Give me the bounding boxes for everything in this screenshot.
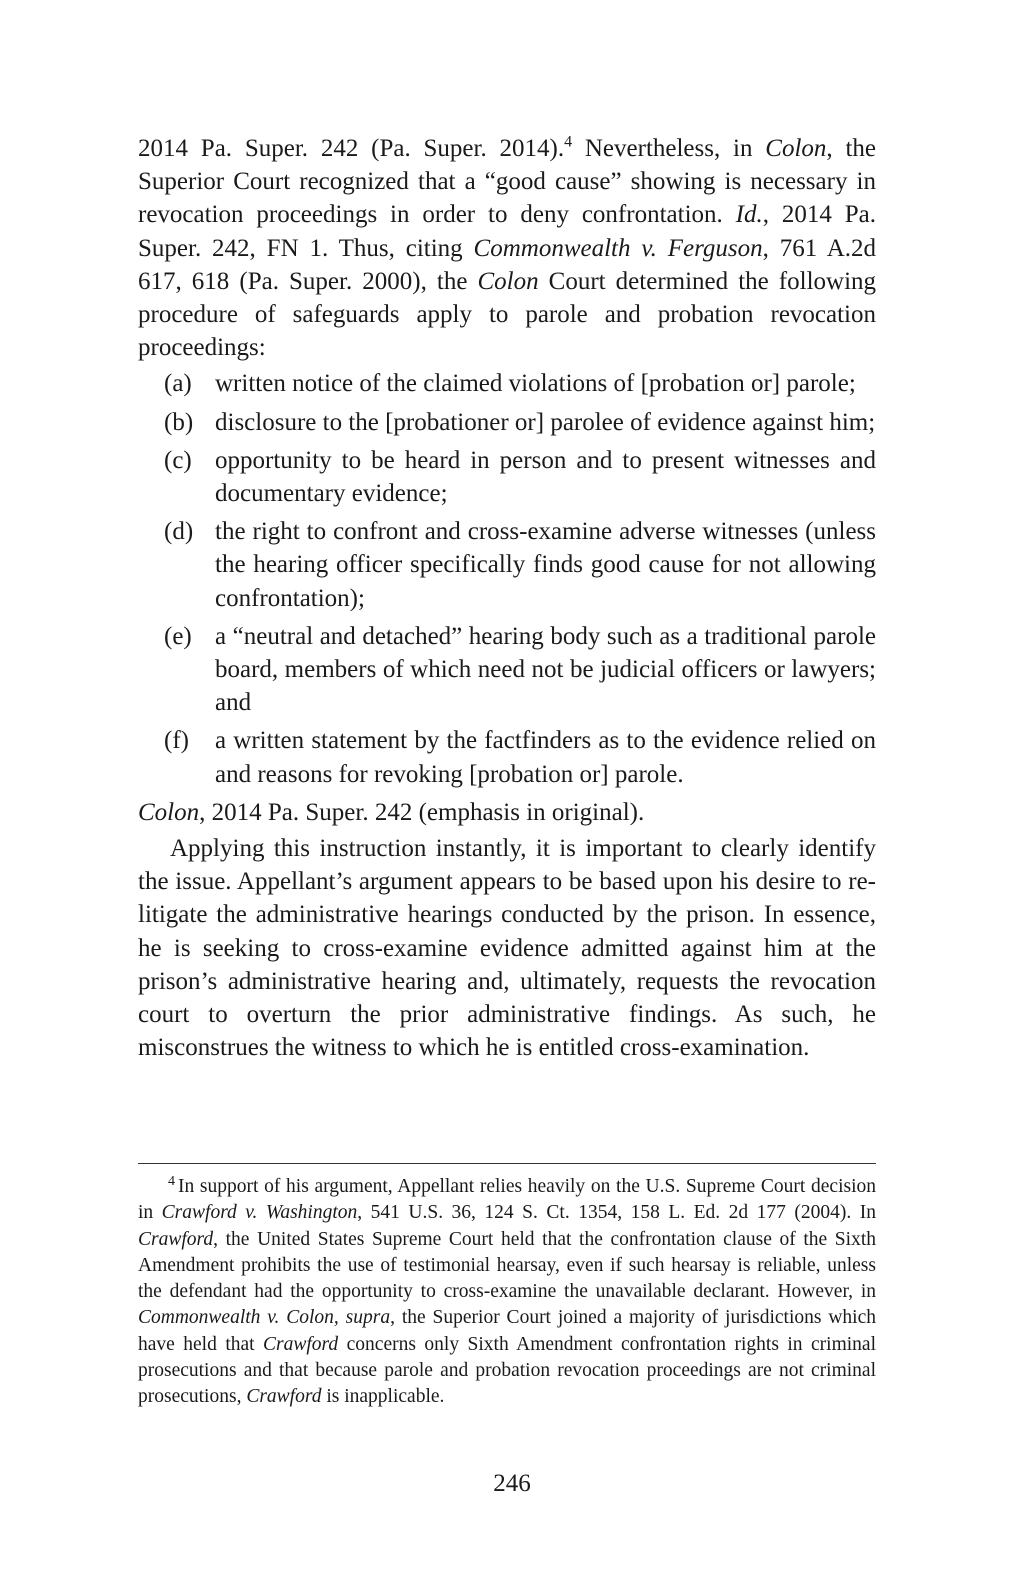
list-item-text: disclosure to the [probationer or] parolee of evidence against him; — [215, 408, 876, 436]
case-name: Colon — [477, 267, 539, 295]
list-item — [138, 444, 876, 510]
case-name: Crawford — [138, 1228, 214, 1250]
footnote-divider — [138, 1163, 876, 1164]
list-marker: (b) — [164, 408, 194, 436]
list-item-text: a “neutral and detached” hearing body such as a traditional parole board, members of which need not be judicial officers or lawyers; and — [215, 622, 876, 717]
list-item — [138, 620, 876, 720]
list-item-text: a written statement by the factfinders as to the evidence relied on and reasons for revoking [probation or] parole. — [215, 727, 876, 788]
footnote-reference[interactable]: 4 — [564, 133, 573, 151]
text-run: In support of his argument, Appellant relies heavily on the U.S. Supreme Court decision in — [138, 1176, 876, 1224]
case-name: Commonwealth v. Ferguson — [473, 234, 763, 262]
case-name: Colon — [138, 798, 200, 826]
text-run: , 541 U.S. 36, 124 S. Ct. 1354, 158 L. Ed. 2d 177 (2004). In — [357, 1202, 876, 1224]
list-marker: (e) — [164, 622, 192, 650]
list-item — [138, 724, 876, 790]
list-item-text: the right to confront and cross-examine adverse witnesses (unless the hearing officer specifically finds good cause for not allowing confrontation); — [215, 518, 876, 612]
page-body — [138, 132, 876, 1064]
citation-line — [138, 796, 876, 829]
case-name: Crawford — [263, 1333, 339, 1355]
case-name: Crawford v. Washington — [161, 1202, 358, 1224]
case-name: Colon — [765, 135, 827, 162]
list-item-text: written notice of the claimed violations of [probation or] parole; — [215, 370, 856, 398]
list-marker: (f) — [164, 727, 189, 755]
text-run: , the Superior Court joined a majority of jurisdictions which have held that — [138, 1307, 876, 1355]
list-item — [138, 515, 876, 615]
paragraph-2: Applying this instruction instantly, it is important to clearly identify the issue. Appellant’s argument appears to be based upon his desire to re-litigate the administrative hearings conducted by the prison. In essence, he is seeking to cross-examine evidence admitted against him at the prison’s administrative hearing and, ultimately, requests the revocation court to overturn the prior administrative findings. As such, he misconstrues the witness to which he is entitled cross-examination. — [138, 835, 876, 1062]
list-marker: (d) — [164, 518, 194, 546]
footnote-4 — [138, 1174, 876, 1411]
text-run: , 2014 Pa. Super. 242 (emphasis in original). — [199, 798, 645, 826]
text-run: , the United States Supreme Court held that the confrontation clause of the Sixth Amendment prohibits the use of testimonial hearsay, even if such hearsay is reliable, unless the defendant had the opportunity to cross-examine the unavailable declarant. However, in — [138, 1228, 876, 1303]
text-run: concerns only Sixth Amendment confrontation rights in criminal prosecutions and that because parole and probation revocation proceedings are not criminal prosecutions, — [138, 1333, 876, 1408]
text-run: , the Superior Court recognized that a “good cause” showing is necessary in revocation proceedings in order to deny confrontation. — [138, 135, 876, 229]
text-run: Nevertheless, in — [572, 135, 766, 162]
footnote-marker: 4 — [168, 1173, 175, 1189]
list-marker: (c) — [164, 446, 192, 474]
text-run: is inapplicable. — [321, 1386, 445, 1408]
text-run: , 2014 Pa. Super. 242, FN 1. Thus, citing — [138, 201, 877, 262]
safeguards-list — [138, 367, 876, 790]
text-run: Court determined the following procedure of safeguards apply to parole and probation revocation proceedings: — [138, 267, 877, 362]
paragraph-1 — [138, 132, 876, 364]
text-run: , 761 A.2d 617, 618 (Pa. Super. 2000), the — [138, 234, 876, 295]
list-item — [138, 367, 876, 400]
citation-signal: Id. — [735, 201, 763, 229]
list-marker: (a) — [164, 370, 192, 398]
case-name: Commonwealth v. Colon, supra — [138, 1307, 391, 1329]
page-number: 246 — [493, 1470, 531, 1497]
text-run: 2014 Pa. Super. 242 (Pa. Super. 2014). — [138, 135, 565, 162]
list-item — [138, 406, 876, 439]
list-item-text: opportunity to be heard in person and to present witnesses and documentary evidence; — [215, 446, 876, 508]
case-name: Crawford — [246, 1386, 322, 1408]
